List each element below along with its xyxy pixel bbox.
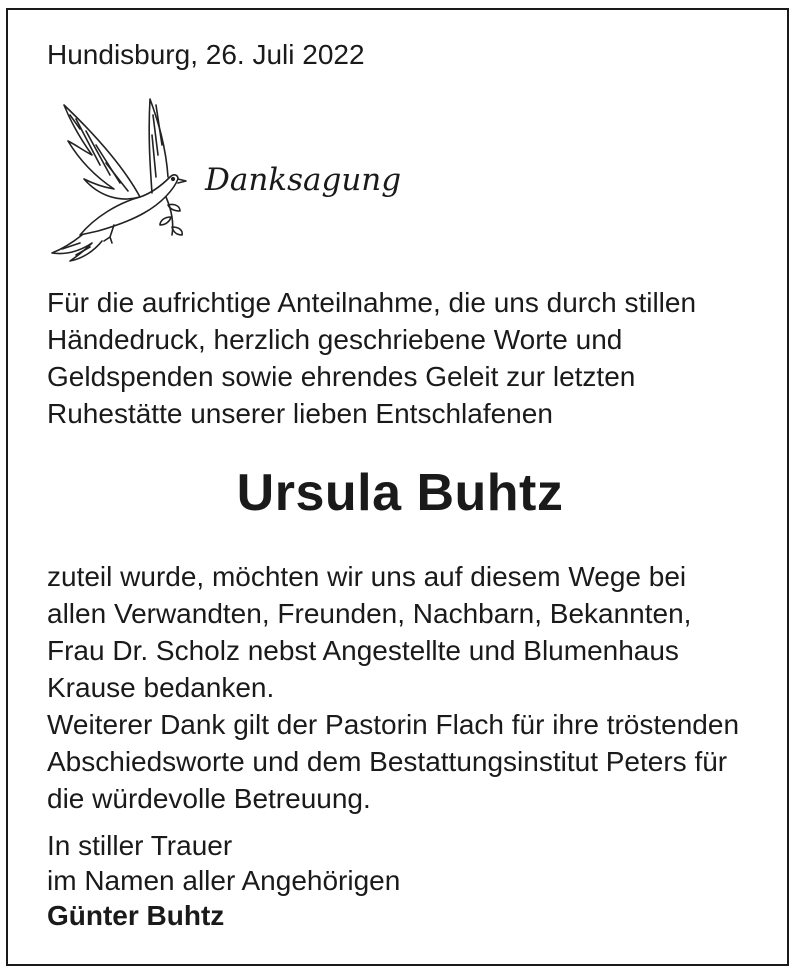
closing-block — [47, 828, 400, 933]
date-line: Hundisburg, 26. Juli 2022 — [47, 39, 365, 70]
thanks-line: zuteil wurde, möchten wir uns auf diesem Wege bei — [47, 561, 687, 592]
intro-paragraph — [47, 284, 696, 432]
closing-line: im Namen aller Angehörigen — [47, 865, 401, 896]
intro-line: Händedruck, herzlich geschriebene Worte und — [47, 324, 623, 355]
signer-name: Günter Buhtz — [47, 900, 225, 931]
intro-line: Ruhestätte unserer lieben Entschlafenen — [47, 398, 553, 429]
thanks-line: Abschiedsworte und dem Bestattungsinstitut Peters für — [47, 746, 728, 777]
dove-icon — [40, 85, 190, 265]
heading-title: Danksagung — [205, 162, 402, 198]
intro-line: Für die aufrichtige Anteilnahme, die uns durch stillen — [47, 287, 697, 318]
thanks-paragraph — [47, 558, 739, 817]
thanks-line: die würdevolle Betreuung. — [47, 783, 371, 814]
thanks-line: allen Verwandten, Freunden, Nachbarn, Bekannten, — [47, 598, 692, 629]
thanks-line: Krause bedanken. — [47, 672, 275, 703]
deceased-name: Ursula Buhtz — [236, 464, 564, 522]
thanks-line: Weiterer Dank gilt der Pastorin Flach für ihre tröstenden — [47, 709, 740, 740]
thanks-line: Frau Dr. Scholz nebst Angestellte und Blumenhaus — [47, 635, 679, 666]
intro-line: Geldspenden sowie ehrendes Geleit zur letzten — [47, 361, 636, 392]
closing-line: In stiller Trauer — [47, 830, 233, 861]
